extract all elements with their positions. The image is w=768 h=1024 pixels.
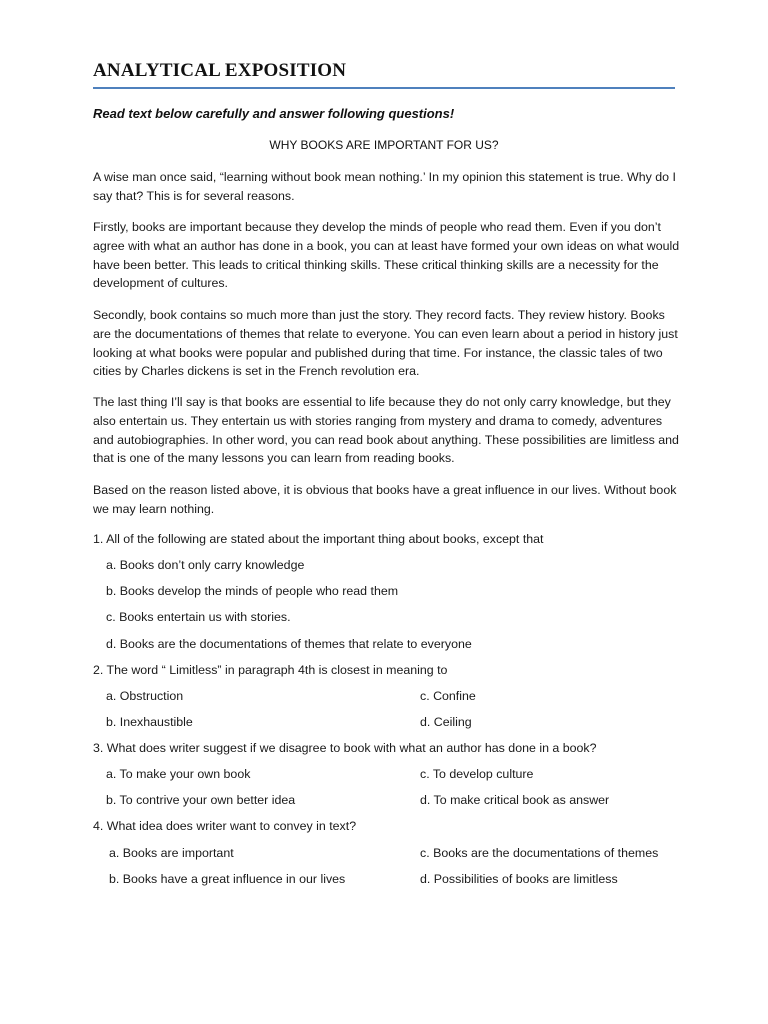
paragraph-5: Based on the reason listed above, it is obvious that books have a great influence in our lives. Without book we may learn nothing.: [93, 483, 677, 516]
question-1-option-d: d. Books are the documentations of themes that relate to everyone: [106, 637, 472, 651]
document-title: ANALYTICAL EXPOSITION: [93, 60, 347, 81]
question-3-option-b: b. To contrive your own better idea: [106, 793, 296, 807]
question-3-option-c: c. To develop culture: [420, 767, 534, 781]
paragraph-4: The last thing I’ll say is that books are essential to life because they do not only carry knowledge, but they also entertain us. They entertain us with stories ranging from mystery and drama to comedy, adventures and autobiographies. In other word, you can read book about anything. These possibilities are limitless and that is one of the many lessons you can learn from reading books.: [93, 395, 679, 466]
question-2-option-a: a. Obstruction: [106, 689, 184, 703]
question-4: 4. What idea does writer want to convey in text?: [93, 819, 357, 833]
question-1-option-a: a. Books don’t only carry knowledge: [106, 558, 305, 572]
title-underline: [93, 87, 675, 89]
question-2-option-d: d. Ceiling: [420, 715, 472, 729]
instruction-text: Read text below carefully and answer following questions!: [93, 106, 455, 121]
passage-title: WHY BOOKS ARE IMPORTANT FOR US?: [269, 138, 499, 152]
question-1-option-b: b. Books develop the minds of people who read them: [106, 584, 399, 598]
question-2-option-b: b. Inexhaustible: [106, 715, 193, 729]
question-4-option-b: b. Books have a great influence in our lives: [109, 872, 346, 886]
question-3-option-a: a. To make your own book: [106, 767, 251, 781]
question-3-option-d: d. To make critical book as answer: [420, 793, 610, 807]
question-2: 2. The word “ Limitless” in paragraph 4th is closest in meaning to: [93, 663, 448, 677]
question-4-option-c: c. Books are the documentations of themes: [420, 846, 659, 860]
paragraph-1: A wise man once said, “learning without book mean nothing.’ In my opinion this statement is true. Why do I say that? This is for several reasons.: [93, 170, 676, 203]
question-1-option-c: c. Books entertain us with stories.: [106, 610, 291, 624]
paragraph-3: Secondly, book contains so much more than just the story. They record facts. They review history. Books are the documentations of themes that relate to everyone. You can even learn about a period in history just looking at what books were popular and published during that time. For instance, the classic tales of two cities by Charles dickens is set in the French revolution era.: [93, 308, 678, 379]
question-3: 3. What does writer suggest if we disagree to book with what an author has done in a book?: [93, 741, 597, 755]
question-2-option-c: c. Confine: [420, 689, 476, 703]
paragraph-2: Firstly, books are important because they develop the minds of people who read them. Even if you don’t agree with what an author has done in a book, you can at least have formed your own ideas on what would have been better. This leads to critical thinking skills. These critical thinking skills are a necessity for the development of cultures.: [93, 220, 680, 291]
question-1: 1. All of the following are stated about the important thing about books, except that: [93, 532, 544, 546]
question-4-option-a: a. Books are important: [109, 846, 234, 860]
question-4-option-d: d. Possibilities of books are limitless: [420, 872, 618, 886]
